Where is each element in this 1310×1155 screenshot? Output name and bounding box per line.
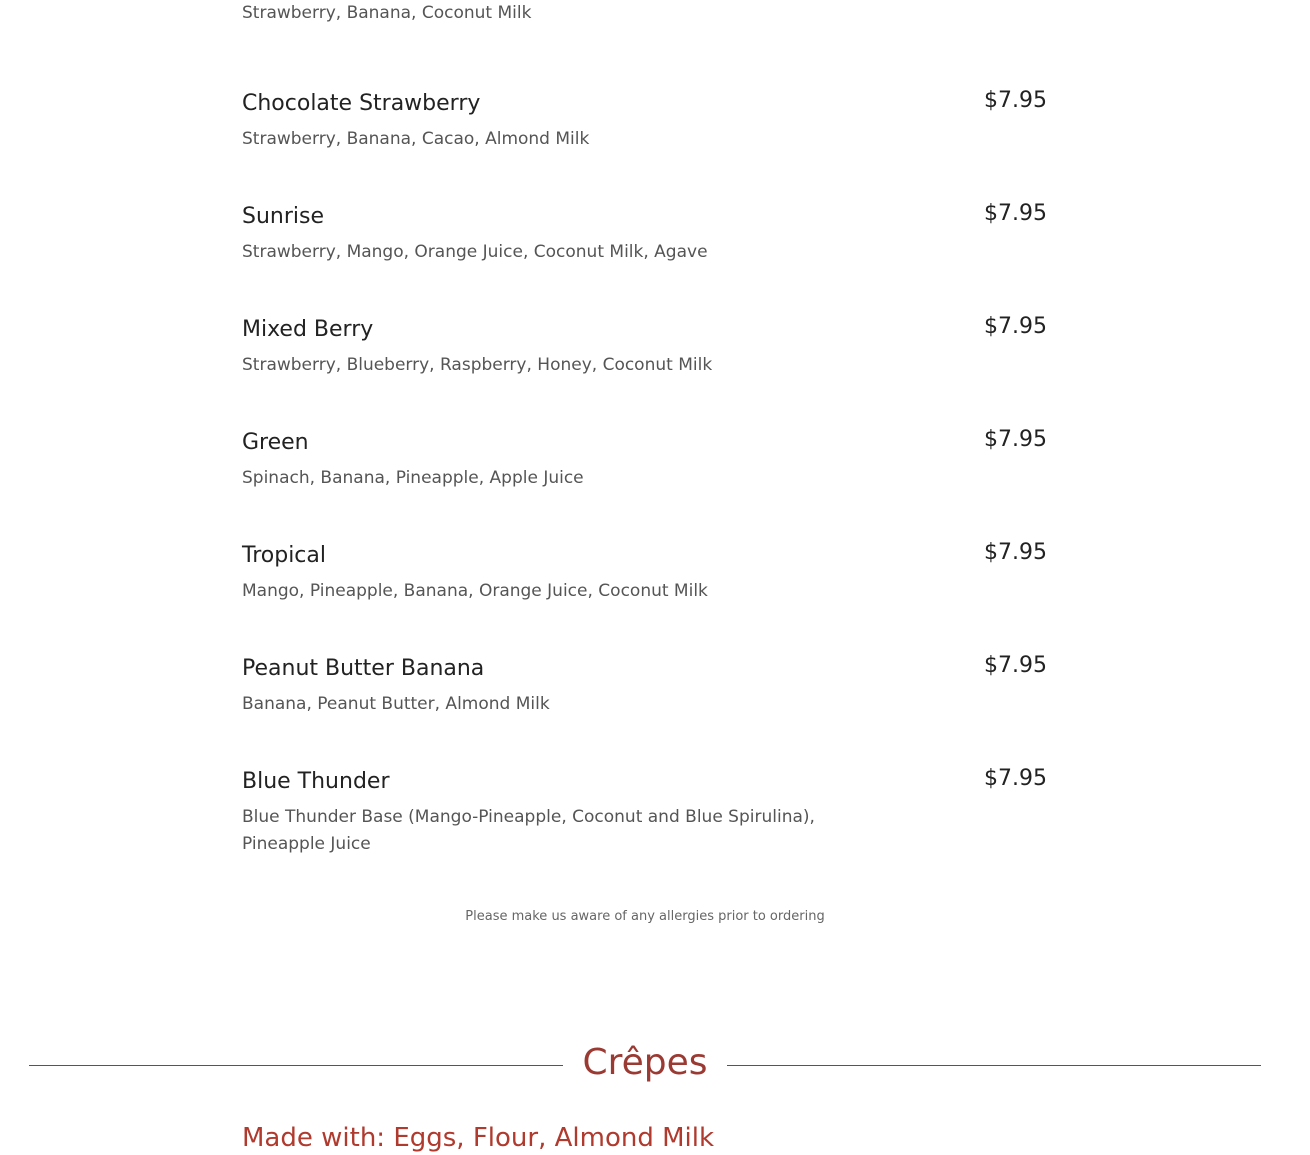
item-name: Tropical xyxy=(242,543,326,568)
item-description: Mango, Pineapple, Banana, Orange Juice, Coconut Milk xyxy=(242,581,708,601)
crepes-section-header xyxy=(29,1040,1261,1090)
item-name: Blue Thunder xyxy=(242,769,390,794)
item-description: Strawberry, Banana, Coconut Milk xyxy=(242,3,532,23)
section-title: Crêpes xyxy=(582,1042,708,1083)
item-description: Strawberry, Banana, Cacao, Almond Milk xyxy=(242,129,590,149)
item-price: $7.95 xyxy=(984,88,1047,113)
item-description: Spinach, Banana, Pineapple, Apple Juice xyxy=(242,468,584,488)
item-price: $7.95 xyxy=(984,766,1047,791)
section-subtitle: Made with: Eggs, Flour, Almond Milk xyxy=(242,1123,715,1153)
item-price: $7.95 xyxy=(984,427,1047,452)
item-name: Peanut Butter Banana xyxy=(242,656,485,681)
item-description: Blue Thunder Base (Mango-Pineapple, Coconut and Blue Spirulina), Pineapple Juice xyxy=(242,807,815,854)
item-description: Strawberry, Mango, Orange Juice, Coconut Milk, Agave xyxy=(242,242,708,262)
item-price: $7.95 xyxy=(984,201,1047,226)
item-description: Strawberry, Blueberry, Raspberry, Honey, Coconut Milk xyxy=(242,355,713,375)
divider-line xyxy=(727,1065,1261,1066)
item-name: Mixed Berry xyxy=(242,317,374,342)
item-price: $7.95 xyxy=(984,314,1047,339)
item-description: Banana, Peanut Butter, Almond Milk xyxy=(242,694,550,714)
item-name: Sunrise xyxy=(242,204,325,229)
allergy-notice: Please make us aware of any allergies prior to ordering xyxy=(465,909,825,924)
item-price: $7.95 xyxy=(984,653,1047,678)
item-name: Chocolate Strawberry xyxy=(242,91,481,116)
item-name: Green xyxy=(242,430,309,455)
item-price: $7.95 xyxy=(984,540,1047,565)
divider-line xyxy=(29,1065,563,1066)
